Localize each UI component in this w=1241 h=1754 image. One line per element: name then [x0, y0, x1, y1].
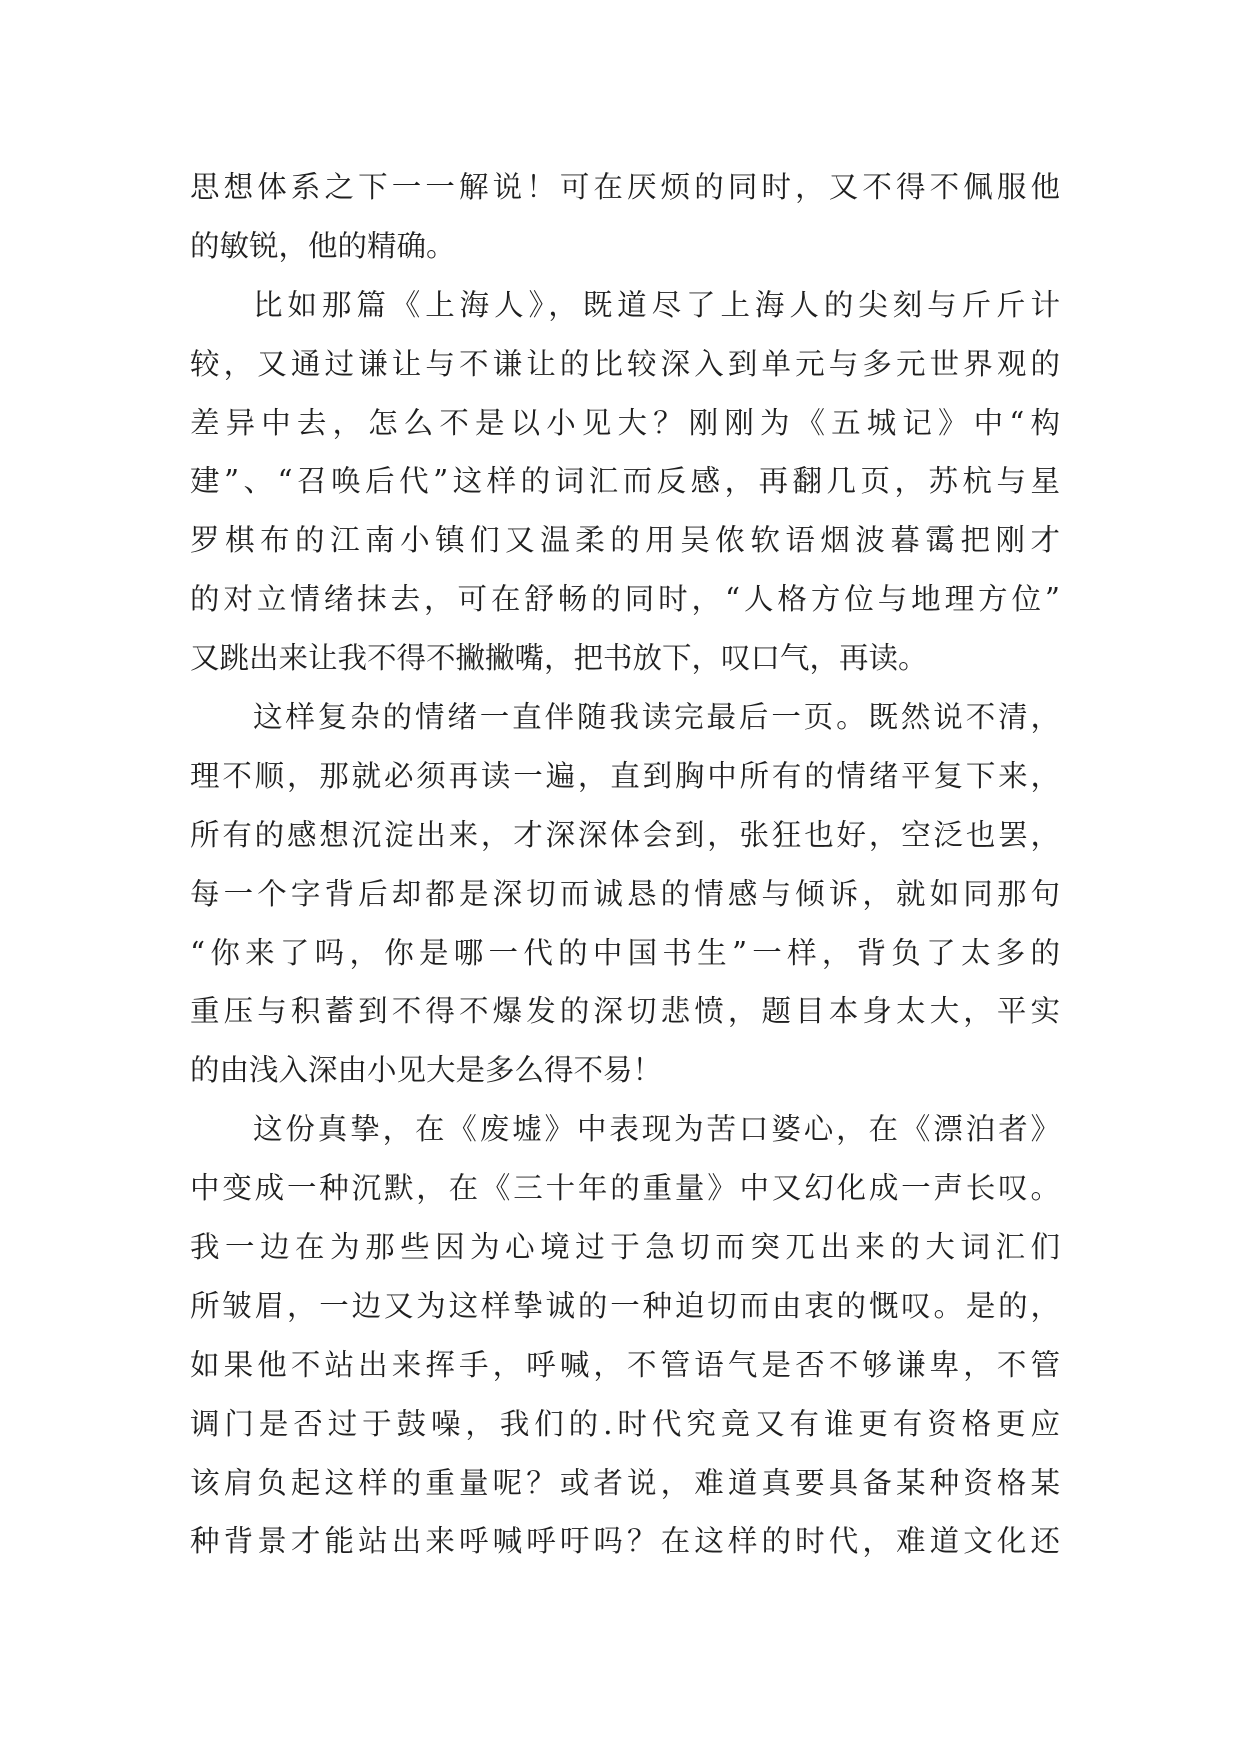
text-line: 差异中去，怎么不是以小见大？刚刚为《五城记》中“构 — [190, 405, 1060, 440]
text-line: 建”、“召唤后代”这样的词汇而反感，再翻几页，苏杭与星 — [190, 464, 1060, 499]
text-line: 又跳出来让我不得不撇撇嘴，把书放下，叹口气，再读。 — [190, 641, 928, 676]
paragraph-first-line: 这样复杂的情绪一直伴随我读完最后一页。既然说不清， — [253, 700, 1060, 735]
text-line: 的敏锐，他的精确。 — [190, 228, 456, 263]
text-line: 重压与积蓄到不得不爆发的深切悲愤，题目本身太大，平实 — [190, 994, 1060, 1029]
text-line: 所有的感想沉淀出来，才深深体会到，张狂也好，空泛也罢， — [190, 817, 1060, 852]
text-line: 如果他不站出来挥手，呼喊，不管语气是否不够谦卑，不管 — [190, 1347, 1060, 1382]
text-line: 较，又通过谦让与不谦让的比较深入到单元与多元世界观的 — [190, 346, 1060, 381]
text-line: 的由浅入深由小见大是多么得不易！ — [190, 1053, 663, 1088]
text-line: 每一个字背后却都是深切而诚恳的情感与倾诉，就如同那句 — [190, 876, 1060, 911]
text-line: 的对立情绪抹去，可在舒畅的同时，“人格方位与地理方位” — [190, 582, 1060, 617]
body-text — [190, 158, 1060, 1571]
text-line: 思想体系之下一一解说！可在厌烦的同时，又不得不佩服他 — [190, 170, 1060, 204]
text-line: 调门是否过于鼓噪，我们的.时代究竟又有谁更有资格更应 — [190, 1406, 1060, 1441]
text-line: 所皱眉，一边又为这样挚诚的一种迫切而由衷的慨叹。是的， — [190, 1288, 1060, 1323]
text-line: 种背景才能站出来呼喊呼吁吗？在这样的时代，难道文化还 — [190, 1524, 1060, 1559]
text-line: 理不顺，那就必须再读一遍，直到胸中所有的情绪平复下来， — [190, 758, 1060, 793]
text-line: 中变成一种沉默，在《三十年的重量》中又幻化成一声长叹。 — [190, 1171, 1060, 1206]
text-line: 该肩负起这样的重量呢？或者说，难道真要具备某种资格某 — [190, 1465, 1060, 1500]
text-line: 我一边在为那些因为心境过于急切而突兀出来的大词汇们 — [190, 1230, 1060, 1265]
text-line: “你来了吗，你是哪一代的中国书生”一样，背负了太多的 — [190, 935, 1060, 970]
paragraph-first-line: 这份真挚，在《废墟》中表现为苦口婆心，在《漂泊者》 — [253, 1112, 1060, 1147]
paragraph-first-line: 比如那篇《上海人》，既道尽了上海人的尖刻与斤斤计 — [253, 287, 1060, 322]
text-line: 罗棋布的江南小镇们又温柔的用吴侬软语烟波暮霭把刚才 — [190, 523, 1060, 558]
